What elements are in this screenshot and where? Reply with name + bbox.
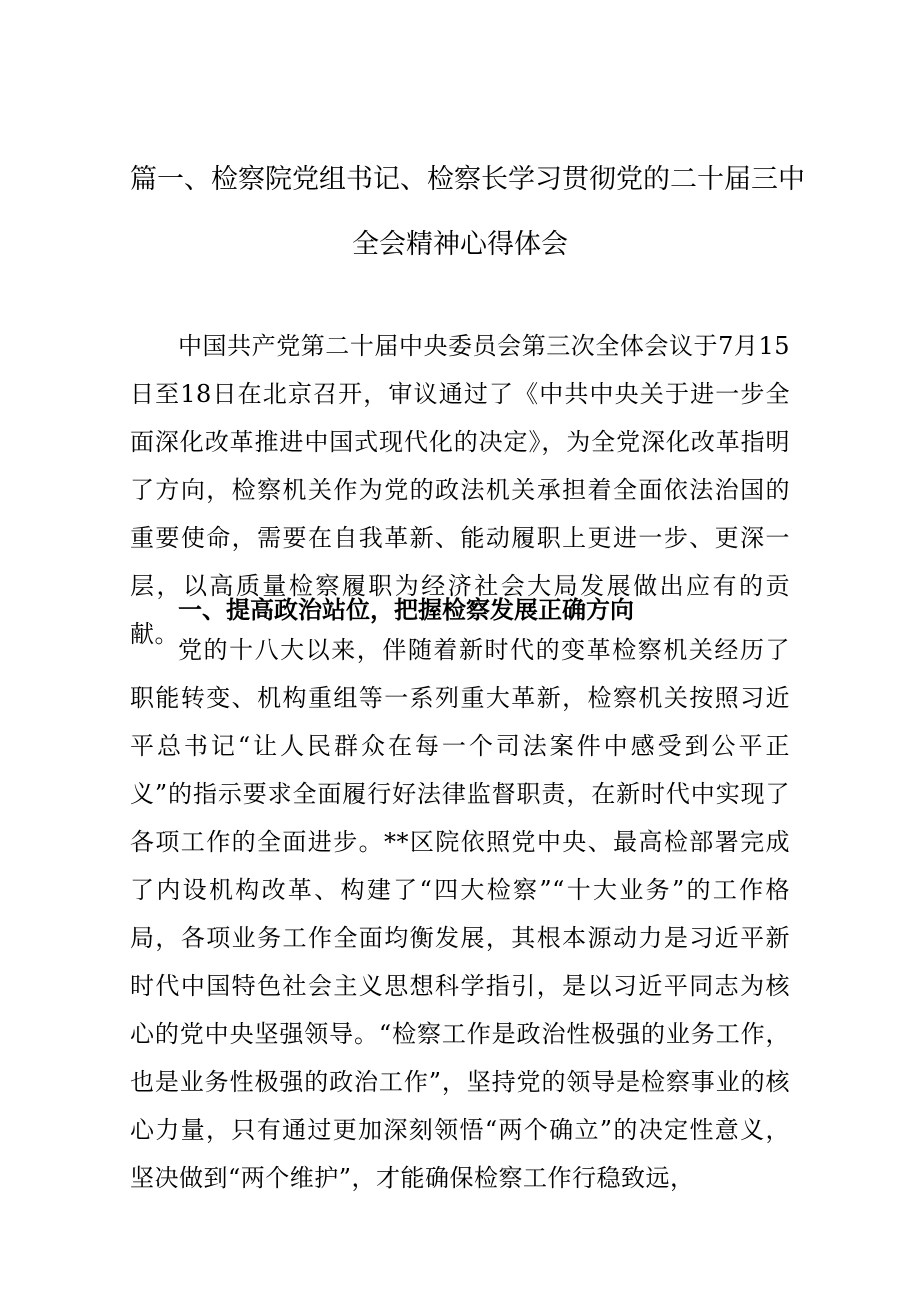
section-1-paragraph: 党的十八大以来，伴随着新时代的变革检察机关经历了职能转变、机构重组等一系列重大革新，检察机关按照习近平总书记“让人民群众在每一个司法案件中感受到公平正义”的指示要求全面履行好法律监督职责，在新时代中实现了各项工作的全面进步。**区院依照党中央、最高检部署完成了内设机构改革、构建了“四大检察”“十大业务”的工作格局，各项业务工作全面均衡发展，其根本源动力是习近平新时代中国特色社会主义思想科学指引，是以习近平同志为核心的党中央坚强领导。“检察工作是政治性极强的业务工作，也是业务性极强的政治工作”，坚持党的领导是检察事业的核心力量，只有通过更加深刻领悟“两个确立”的决定性意义，坚决做到“两个维护”，才能确保检察工作行稳致远，	[130, 636, 790, 1192]
document-title-line-1: 篇一、检察院党组书记、检察长学习贯彻党的二十届三中	[130, 164, 805, 195]
document-title-line-2: 全会精神心得体会	[352, 229, 568, 260]
intro-paragraph: 中国共产党第二十届中央委员会第三次全体会议于7月15日至18日在北京召开，审议通过了《中共中央关于进一步全面深化改革推进中国式现代化的决定》，为全党深化改革指明了方向，检察机关作为党的政法机关承担着全面依法治国的重要使命，需要在自我革新、能动履职上更进一步、更深一层，以高质量检察履职为经济社会大局发展做出应有的贡献。	[130, 332, 790, 648]
section-heading-1: 一、提高政治站位，把握检察发展正确方向	[178, 596, 634, 624]
